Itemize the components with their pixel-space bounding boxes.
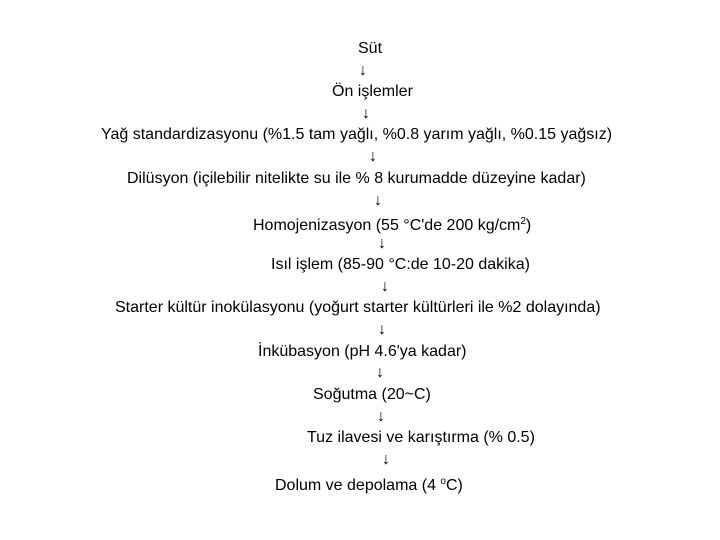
step-cooling [313,386,431,404]
down-arrow-icon: ↓ [378,235,386,252]
down-arrow-icon: ↓ [378,321,386,338]
step-filling-storage [275,473,463,495]
down-arrow-icon: ↓ [377,408,385,425]
step-label: Homojenizasyon (55 °C'de 200 $kg/cm^2$) [253,216,532,234]
down-arrow-icon: ↓ [382,451,390,468]
step-heat-treatment [271,256,530,274]
step-pretreatment [332,83,413,101]
step-label: Soğutma (20~C) [313,386,431,403]
step-label: Starter kültür inokülasyonu (yoğurt starter kültürleri ile %2 dolayında) [115,299,601,316]
step-label: Süt [358,40,383,57]
down-arrow-icon: ↓ [376,364,384,381]
step-label: Ön işlemler [332,83,413,100]
step-label: Tuz ilavesi ve karıştırma (% 0.5) [307,429,535,446]
down-arrow-icon: ↓ [359,62,367,79]
step-salt-mixing [307,429,535,447]
step-label: İnkübasyon (pH 4.6'ya kadar) [258,343,467,360]
step-incubation [258,343,467,361]
step-label: Dilüsyon (içilebilir nitelikte su ile % 8 kurumadde düzeyine kadar) [127,170,586,187]
down-arrow-icon: ↓ [374,192,382,209]
step-homogenization [253,213,531,235]
down-arrow-icon: ↓ [381,278,389,295]
step-label: Isıl işlem (85-90 °C:de 10-20 dakika) [271,256,530,273]
down-arrow-icon: ↓ [369,148,377,165]
down-arrow-icon: ↓ [362,105,370,122]
step-dilution [127,170,586,188]
step-milk [358,40,382,58]
step-fat-standardization [101,126,612,144]
step-label: Dolum ve depolama (4 $^o$C) [275,476,463,494]
step-starter-inoculation [115,299,601,317]
step-label: Yağ standardizasyonu (%1.5 tam yağlı, %0.8 yarım yağlı, %0.15 yağsız) [101,126,613,143]
